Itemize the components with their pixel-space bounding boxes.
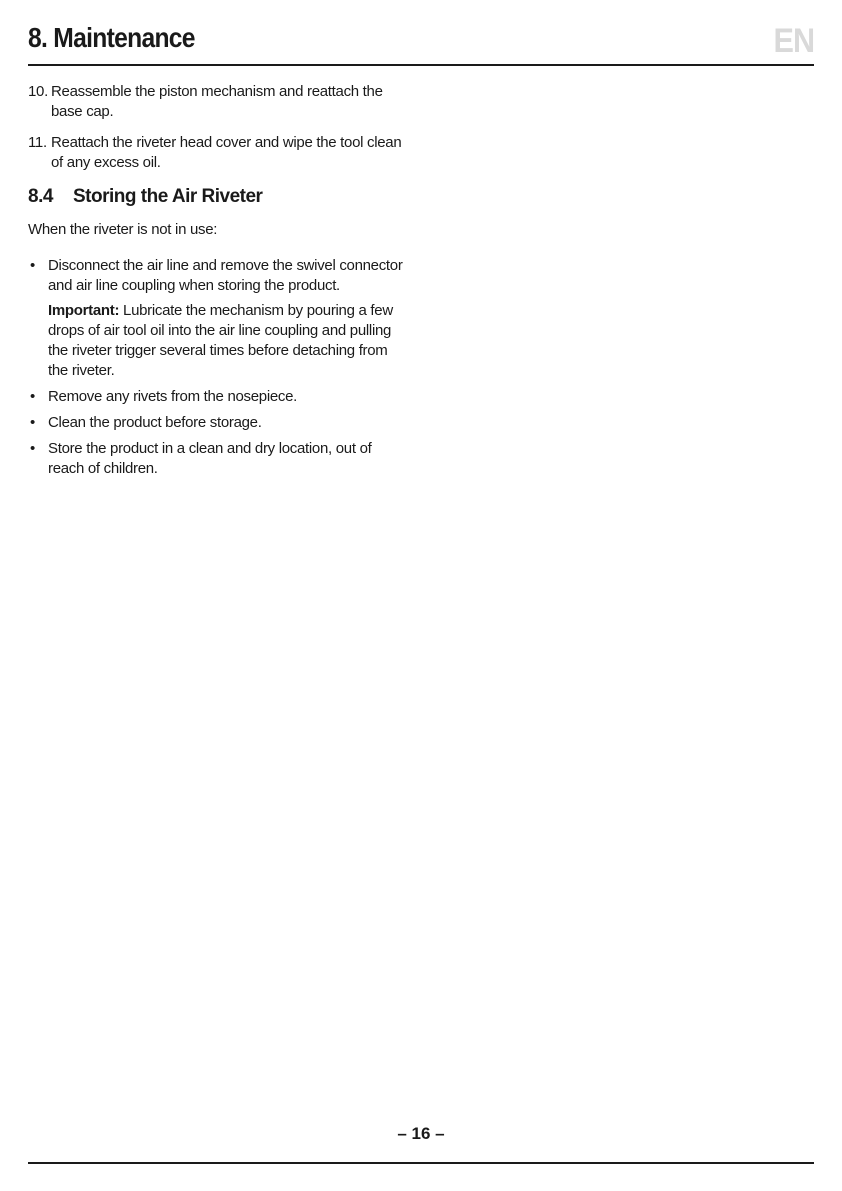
list-item	[28, 413, 408, 433]
bullet-icon: •	[30, 388, 35, 405]
bullet-icon: •	[30, 440, 35, 457]
list-item-text: Disconnect the air line and remove the swivel connector and air line coupling when storing the product.	[48, 257, 403, 294]
page-title: 8. Maintenance	[28, 22, 195, 53]
list-item	[28, 256, 408, 381]
page-content	[28, 82, 408, 485]
section-intro: When the riveter is not in use:	[28, 221, 218, 238]
section-heading	[28, 185, 408, 209]
step-item-11	[28, 133, 408, 173]
step-item-10	[28, 82, 408, 122]
language-badge: EN	[773, 22, 814, 60]
step-number: 11.	[28, 134, 47, 151]
page-number: – 16 –	[397, 1124, 445, 1143]
list-item	[28, 439, 408, 479]
step-number: 10.	[28, 83, 48, 100]
bullet-icon: •	[30, 257, 35, 274]
bullet-icon: •	[30, 414, 35, 431]
important-text: Lubricate the mechanism by pouring a few drops of air tool oil into the air line coupling and pulling the riveter trigger several times before detaching from the riveter.	[48, 302, 393, 379]
step-text: Reattach the riveter head cover and wipe the tool clean of any excess oil.	[51, 134, 402, 171]
list-item-text: Store the product in a clean and dry location, out of reach of children.	[48, 440, 372, 477]
list-item-text: Clean the product before storage.	[48, 414, 262, 431]
step-text: Reassemble the piston mechanism and reattach the base cap.	[51, 83, 383, 120]
important-note	[48, 301, 408, 381]
list-item-text: Remove any rivets from the nosepiece.	[48, 388, 298, 405]
list-item	[28, 387, 408, 407]
section-title: Storing the Air Riveter	[73, 186, 263, 207]
page-footer	[28, 1120, 814, 1164]
storage-instructions-list	[28, 256, 408, 479]
section-number: 8.4	[28, 186, 53, 207]
important-label: Important:	[48, 302, 120, 319]
page-header	[28, 20, 814, 66]
